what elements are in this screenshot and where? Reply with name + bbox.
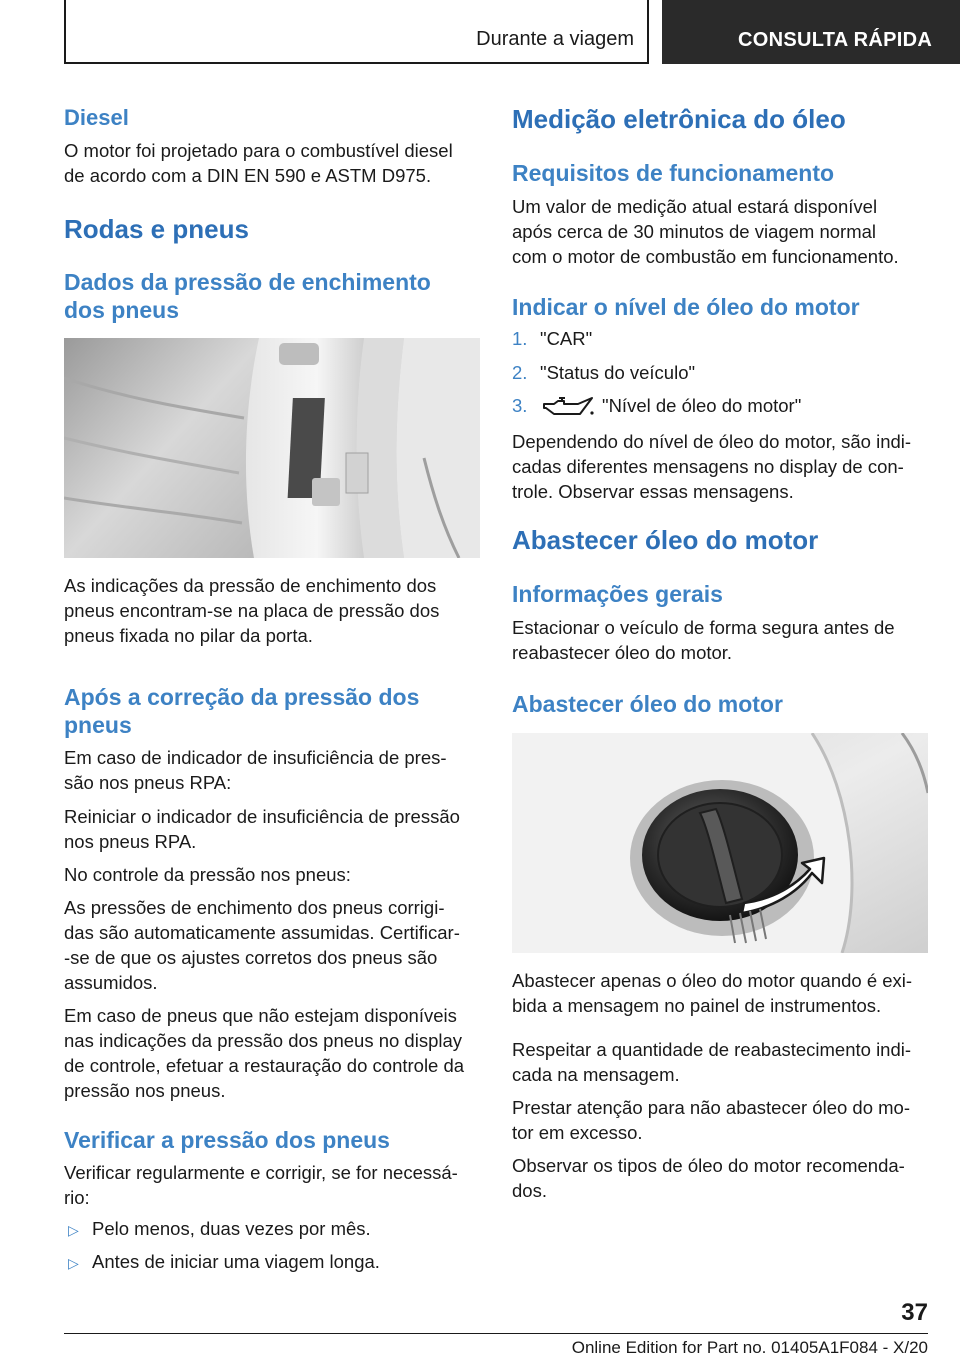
req-text-1: Um valor de medição atual estará disponível	[512, 196, 878, 217]
door-pillar-image	[64, 338, 480, 558]
req-text-3: com o motor de combustão em funcionamento.	[512, 246, 899, 267]
heading-medicao-oleo: Medição eletrônica do óleo	[512, 104, 846, 134]
dados-text-2: pneus encontram-se na placa de pressão dos	[64, 600, 440, 621]
dados-text-3: pneus fixada no pilar da porta.	[64, 625, 313, 646]
dep-text-1: Dependendo do nível de óleo do motor, são indi-	[512, 431, 912, 452]
ab-text-7: Observar os tipos de óleo do motor recomenda-	[512, 1155, 905, 1176]
heading-rodas-pneus: Rodas e pneus	[64, 214, 249, 244]
heading-indicar-nivel: Indicar o nível de óleo do motor	[512, 294, 860, 320]
heading-dados-pressao-1: Dados da pressão de enchimento	[64, 269, 431, 295]
apos-p5-1: Em caso de pneus que não estejam disponíveis	[64, 1005, 457, 1026]
verif-p1-2: rio:	[64, 1187, 90, 1208]
diesel-text-1: O motor foi projetado para o combustível diesel	[64, 140, 453, 161]
heading-requisitos: Requisitos de funcionamento	[512, 160, 835, 186]
verif-item-1: Pelo menos, duas vezes por mês.	[92, 1218, 371, 1239]
heading-diesel: Diesel	[64, 105, 129, 130]
heading-abastecer-oleo: Abastecer óleo do motor	[512, 525, 819, 555]
apos-p4-2: das são automaticamente assumidas. Certificar-	[64, 922, 460, 943]
apos-p5-3: de controle, efetuar a restauração do controle da	[64, 1055, 465, 1076]
apos-p1-2: são nos pneus RPA:	[64, 772, 232, 793]
header-section-title: Durante a viagem	[476, 28, 634, 50]
step-number: 3.	[512, 395, 528, 416]
ab-text-2: bida a mensagem no painel de instrumentos.	[512, 995, 882, 1016]
heading-informacoes-gerais: Informações gerais	[512, 581, 723, 607]
heading-apos-correcao-1: Após a correção da pressão dos	[64, 684, 420, 710]
step-number: 1.	[512, 328, 528, 349]
dep-text-2: cadas diferentes mensagens no display de con-	[512, 456, 904, 477]
diesel-text-2: de acordo com a DIN EN 590 e ASTM D975.	[64, 165, 432, 186]
apos-p5-4: pressão nos pneus.	[64, 1080, 226, 1101]
verif-item-2: Antes de iniciar uma viagem longa.	[92, 1251, 380, 1272]
footer-edition: Online Edition for Part no. 01405A1F084 - X/20	[571, 1338, 928, 1357]
req-text-2: após cerca de 30 minutos de viagem normal	[512, 221, 877, 242]
heading-dados-pressao-2: dos pneus	[64, 297, 180, 323]
oil-can-icon	[540, 396, 596, 423]
apos-p2-1: Reiniciar o indicador de insuficiência de pressão	[64, 806, 460, 827]
info-text-1: Estacionar o veículo de forma segura antes de	[512, 617, 895, 638]
ab-text-3: Respeitar a quantidade de reabastecimento indi-	[512, 1039, 912, 1060]
page-number: 37	[901, 1299, 928, 1326]
dados-text-1: As indicações da pressão de enchimento dos	[64, 575, 437, 596]
apos-p5-2: nas indicações da pressão dos pneus no display	[64, 1030, 463, 1051]
oil-filler-cap-image	[512, 733, 928, 953]
heading-abastecer-oleo-2: Abastecer óleo do motor	[512, 691, 783, 717]
apos-p2-2: nos pneus RPA.	[64, 831, 197, 852]
ab-text-6: tor em excesso.	[512, 1122, 643, 1143]
ab-text-5: Prestar atenção para não abastecer óleo do mo-	[512, 1097, 910, 1118]
step-nivel-oleo: "Nível de óleo do motor"	[602, 395, 802, 416]
verif-p1-1: Verificar regularmente e corrigir, se for necessá-	[64, 1162, 458, 1183]
quick-reference-tab[interactable]: CONSULTA RÁPIDA	[662, 0, 960, 64]
heading-verificar-pressao: Verificar a pressão dos pneus	[64, 1127, 390, 1153]
info-text-2: reabastecer óleo do motor.	[512, 642, 733, 663]
apos-p4-4: assumidos.	[64, 972, 158, 993]
footer-divider	[64, 1333, 928, 1334]
ab-text-8: dos.	[512, 1180, 547, 1201]
step-number: 2.	[512, 362, 528, 383]
apos-p4-1: As pressões de enchimento dos pneus corrigi-	[64, 897, 445, 918]
step-status-veiculo: "Status do veículo"	[540, 362, 696, 383]
bullet-icon: ▷	[68, 1255, 79, 1271]
bullet-icon: ▷	[68, 1222, 79, 1238]
ab-text-4: cada na mensagem.	[512, 1064, 680, 1085]
apos-p1-1: Em caso de indicador de insuficiência de pres-	[64, 747, 447, 768]
apos-p3: No controle da pressão nos pneus:	[64, 864, 351, 885]
ab-text-1: Abastecer apenas o óleo do motor quando é exi-	[512, 970, 913, 991]
apos-p4-3: -se de que os ajustes corretos dos pneus são	[64, 947, 438, 968]
heading-apos-correcao-2: pneus	[64, 712, 132, 738]
step-car: "CAR"	[540, 328, 593, 349]
dep-text-3: trole. Observar essas mensagens.	[512, 481, 794, 502]
